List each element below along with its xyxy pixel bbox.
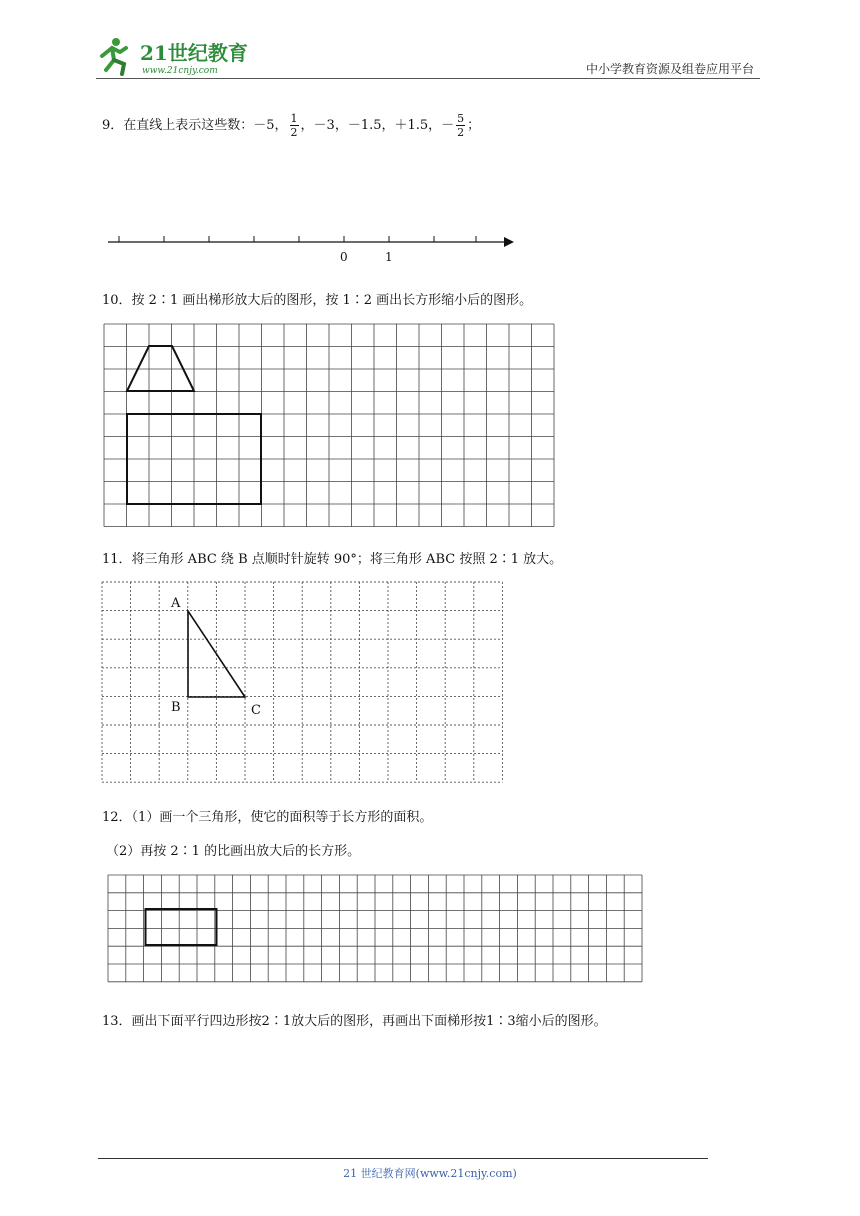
q9-middle: ，－3，－1.5，＋1.5，－ — [300, 118, 455, 133]
grid-lines-q10 — [104, 324, 554, 527]
vertex-label-c: C — [251, 703, 261, 718]
logo-subtitle: www.21cnjy.com — [142, 66, 218, 76]
question-13-text: 13．画出下面平行四边形按2∶1放大后的图形，再画出下面梯形按1∶3缩小后的图形。 — [102, 1014, 607, 1029]
fraction-one-half — [290, 112, 299, 139]
fraction-numerator: 1 — [290, 112, 298, 125]
grid-q11 — [100, 580, 506, 785]
q9-suffix: ； — [467, 118, 481, 133]
question-12-text-2: （2）再按 2∶1 的比画出放大后的长方形。 — [106, 844, 361, 859]
question-11-text: 11．将三角形 ABC 绕 B 点顺时针旋转 90°；将三角形 ABC 按照 2∶1 放大。 — [102, 552, 563, 567]
question-12-text-1: 12．（1）画一个三角形，使它的面积等于长方形的面积。 — [102, 810, 433, 825]
number-line — [100, 228, 520, 268]
number-line-ticks — [119, 236, 476, 242]
arrow-right-icon — [504, 237, 514, 247]
tick-label-zero: 0 — [340, 250, 348, 264]
runner-icon — [102, 38, 126, 74]
grid-q10 — [102, 322, 557, 530]
q9-prefix: 9．在直线上表示这些数：－5， — [102, 118, 288, 133]
grid-lines-q11 — [102, 582, 502, 782]
fraction-numerator: 5 — [457, 112, 465, 125]
question-9-text — [102, 112, 480, 139]
small-rectangle-shape — [146, 909, 217, 945]
fraction-denominator: 2 — [457, 126, 465, 139]
grid-q12 — [106, 873, 646, 985]
site-logo — [96, 34, 266, 78]
grid-lines-q12 — [108, 875, 642, 982]
fraction-denominator: 2 — [290, 126, 298, 139]
fraction-five-halves — [456, 112, 465, 139]
footer-divider — [98, 1158, 708, 1159]
logo-title: 21世纪教育 — [140, 41, 248, 65]
header-platform-text: 中小学教育资源及组卷应用平台 — [585, 62, 754, 76]
header-divider — [96, 78, 760, 79]
tick-label-one: 1 — [385, 250, 393, 264]
vertex-label-b: B — [171, 700, 181, 715]
vertex-label-a: A — [171, 596, 181, 611]
footer-text: 21 世纪教育网(www.21cnjy.com) — [343, 1167, 517, 1180]
question-10-text: 10．按 2∶1 画出梯形放大后的图形，按 1∶2 画出长方形缩小后的图形。 — [102, 293, 533, 308]
trapezoid-shape — [127, 346, 194, 391]
